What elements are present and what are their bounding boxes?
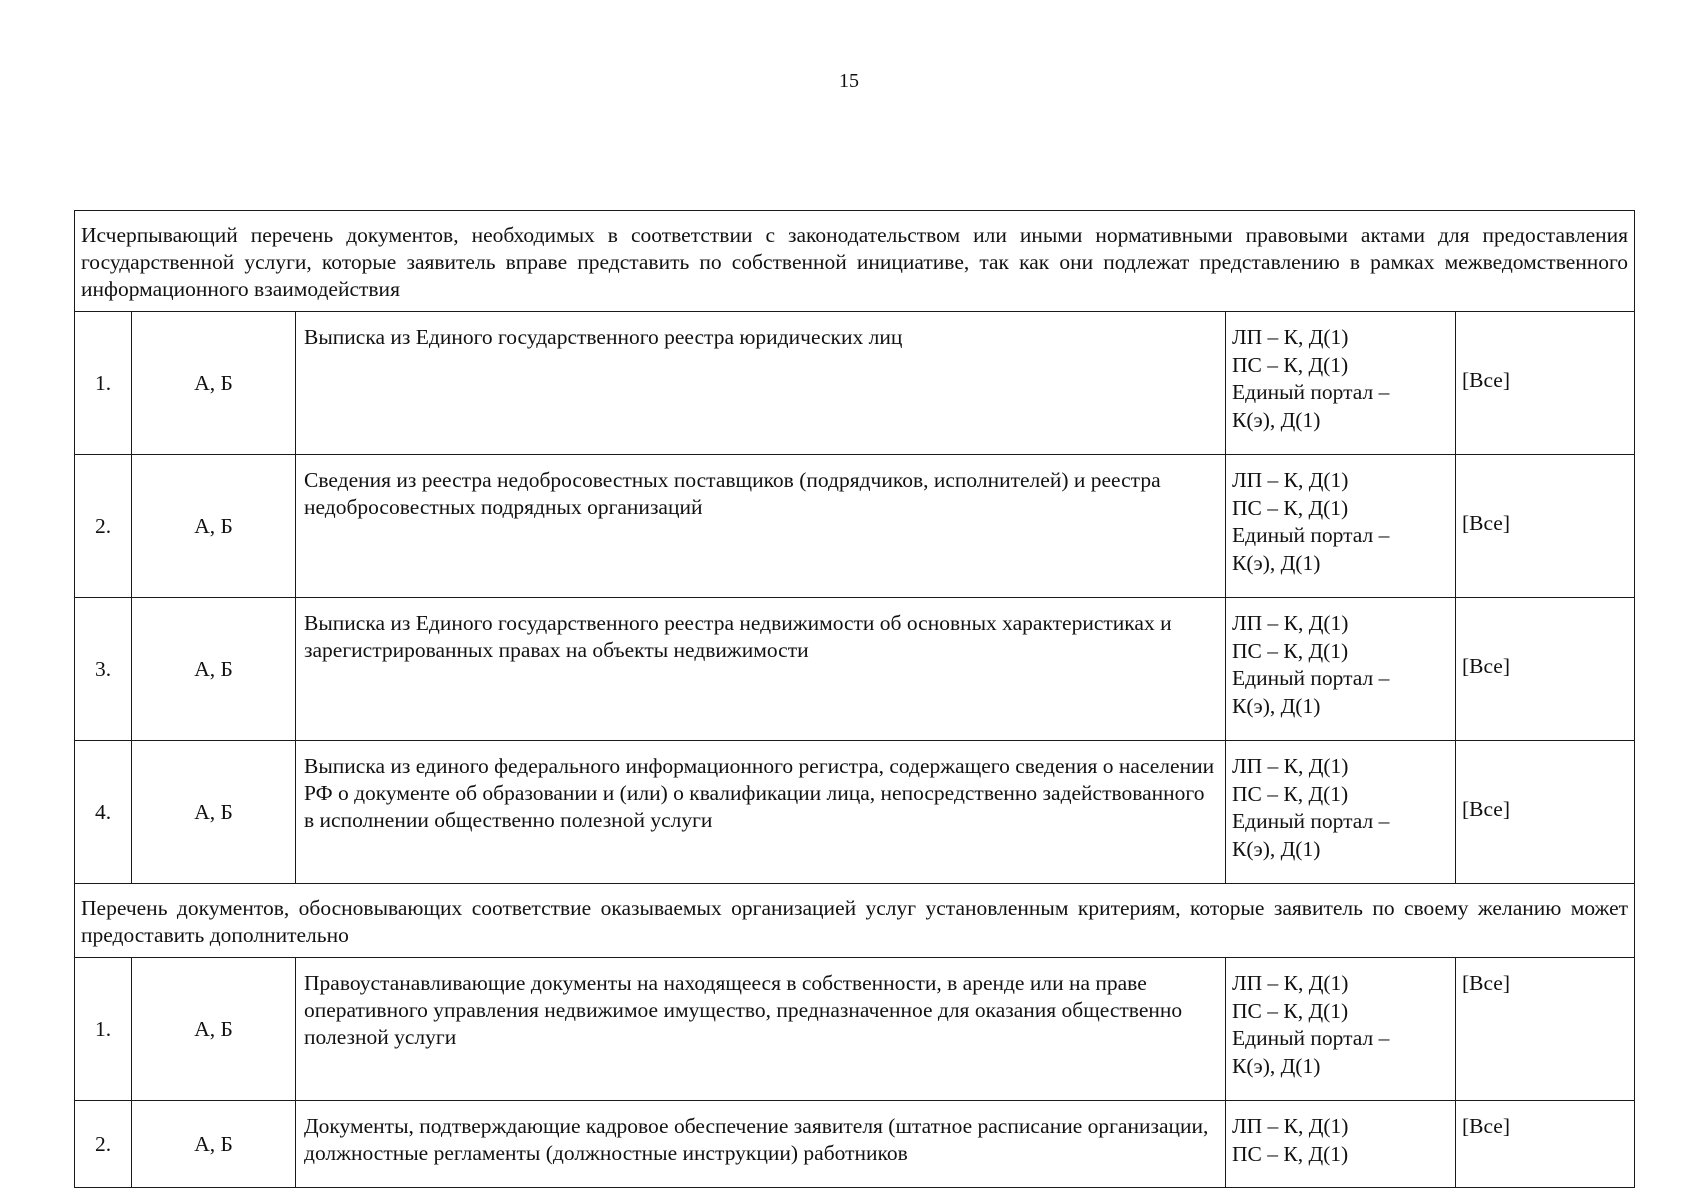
submission-ways — [1226, 741, 1456, 884]
submission-way: Единый портал – — [1232, 666, 1390, 690]
section-header — [75, 211, 1635, 312]
document-name: Выписка из Единого государственного реестра юридических лиц — [296, 312, 1226, 455]
submission-way: К(э), Д(1) — [1232, 407, 1321, 432]
submission-way: Единый портал – — [1232, 380, 1390, 404]
applicant-category: А, Б — [132, 741, 296, 884]
applicant-category: А, Б — [132, 1101, 296, 1188]
section-header-text: Исчерпывающий перечень документов, необходимых в соответствии с законодательством или иными нормативными правовыми актами для предоставления государственной услуги, которые заявитель вправе представить по собственной инициативе, так как они подлежат представлению в рамках межведомственного информационного взаимодействия — [81, 223, 1629, 301]
section-header-cell — [75, 211, 1635, 312]
row-number: 1. — [75, 958, 132, 1101]
submission-way: ЛП – К, Д(1) — [1232, 611, 1349, 635]
submission-way: ЛП – К, Д(1) — [1232, 1114, 1349, 1138]
row-number: 2. — [75, 1101, 132, 1188]
document-name: Документы, подтверждающие кадровое обеспечение заявителя (штатное расписание организации, должностные регламенты (должностные инструкции) работников — [296, 1101, 1226, 1188]
applicant-category: А, Б — [132, 598, 296, 741]
table-row — [75, 1101, 1635, 1188]
document-name: Выписка из Единого государственного реестра недвижимости об основных характеристиках и зарегистрированных правах на объекты недвижимости — [296, 598, 1226, 741]
applicant-category: А, Б — [132, 455, 296, 598]
applicable-variants: [Все] — [1456, 1101, 1635, 1188]
documents-table — [74, 210, 1635, 1188]
section-header-cell — [75, 884, 1635, 958]
submission-way: ЛП – К, Д(1) — [1232, 468, 1349, 492]
document-name: Правоустанавливающие документы на находящееся в собственности, в аренде или на праве оперативного управления недвижимое имущество, предназначенное для оказания общественно полезной услуги — [296, 958, 1226, 1101]
submission-way: ЛП – К, Д(1) — [1232, 971, 1349, 995]
submission-way: Единый портал – — [1232, 809, 1390, 833]
table-row — [75, 598, 1635, 741]
submission-way: ПС – К, Д(1) — [1232, 781, 1349, 806]
page-number: 15 — [839, 70, 859, 92]
section-header — [75, 884, 1635, 958]
submission-way: Единый портал – — [1232, 1026, 1390, 1050]
table-row — [75, 455, 1635, 598]
row-number: 4. — [75, 741, 132, 884]
row-number: 2. — [75, 455, 132, 598]
submission-way: К(э), Д(1) — [1232, 550, 1321, 575]
submission-way: ПС – К, Д(1) — [1232, 638, 1349, 663]
section-header-text: Перечень документов, обосновывающих соответствие оказываемых организацией услуг установленным критериям, которые заявитель по своему желанию может предоставить дополнительно — [81, 896, 1629, 947]
applicable-variants: [Все] — [1456, 455, 1635, 598]
submission-way: ПС – К, Д(1) — [1232, 495, 1349, 520]
submission-ways — [1226, 1101, 1456, 1188]
submission-way: К(э), Д(1) — [1232, 836, 1321, 861]
applicable-variants: [Все] — [1456, 312, 1635, 455]
table-row — [75, 958, 1635, 1101]
submission-ways — [1226, 598, 1456, 741]
applicable-variants: [Все] — [1456, 741, 1635, 884]
submission-ways — [1226, 455, 1456, 598]
applicant-category: А, Б — [132, 958, 296, 1101]
table-row — [75, 312, 1635, 455]
submission-way: ЛП – К, Д(1) — [1232, 754, 1349, 778]
submission-way: ПС – К, Д(1) — [1232, 998, 1349, 1023]
submission-ways — [1226, 312, 1456, 455]
document-name: Выписка из единого федерального информационного регистра, содержащего сведения о населении РФ о документе об образовании и (или) о квалификации лица, непосредственно задействованного в исполнении общественно полезной услуги — [296, 741, 1226, 884]
submission-ways — [1226, 958, 1456, 1101]
table-row — [75, 741, 1635, 884]
submission-way: ЛП – К, Д(1) — [1232, 325, 1349, 349]
submission-way: ПС – К, Д(1) — [1232, 352, 1349, 377]
applicant-category: А, Б — [132, 312, 296, 455]
submission-way: Единый портал – — [1232, 523, 1390, 547]
document-name: Сведения из реестра недобросовестных поставщиков (подрядчиков, исполнителей) и реестра недобросовестных подрядных организаций — [296, 455, 1226, 598]
applicable-variants: [Все] — [1456, 958, 1635, 1101]
submission-way: ПС – К, Д(1) — [1232, 1141, 1349, 1166]
submission-way: К(э), Д(1) — [1232, 693, 1321, 718]
submission-way: К(э), Д(1) — [1232, 1053, 1321, 1078]
applicable-variants: [Все] — [1456, 598, 1635, 741]
row-number: 1. — [75, 312, 132, 455]
row-number: 3. — [75, 598, 132, 741]
